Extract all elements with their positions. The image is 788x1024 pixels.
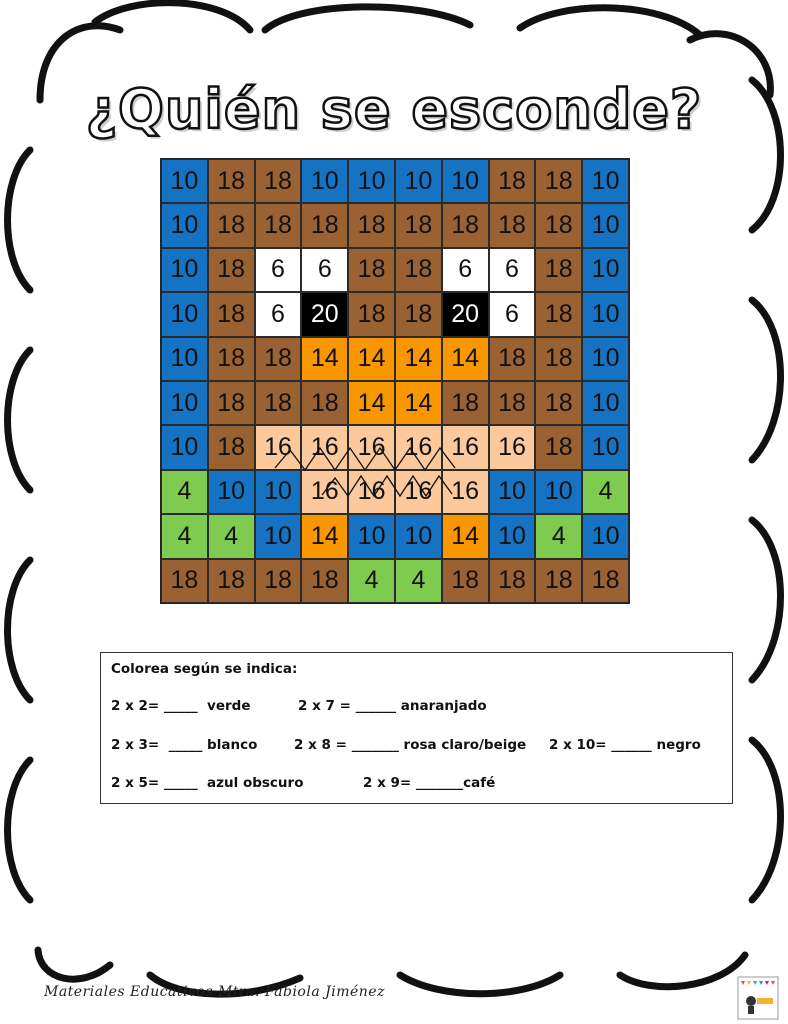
grid-cell: 10 — [489, 470, 536, 514]
grid-cell: 18 — [489, 203, 536, 247]
grid-cell: 14 — [301, 337, 348, 381]
grid-cell: 18 — [535, 248, 582, 292]
grid-cell: 18 — [348, 203, 395, 247]
grid-cell: 4 — [535, 514, 582, 558]
grid-cell: 10 — [582, 381, 629, 425]
grid-cell: 20 — [301, 292, 348, 336]
grid-cell: 4 — [161, 514, 208, 558]
grid-cell: 18 — [535, 292, 582, 336]
grid-cell: 18 — [442, 559, 489, 603]
legend-item-2x9: 2 x 9= _______café — [363, 775, 496, 791]
grid-cell: 18 — [489, 559, 536, 603]
grid-cell: 10 — [582, 292, 629, 336]
grid-cell: 10 — [161, 248, 208, 292]
grid-cell: 18 — [208, 203, 255, 247]
grid-cell: 18 — [208, 337, 255, 381]
grid-cell: 14 — [442, 337, 489, 381]
grid-cell: 16 — [395, 425, 442, 469]
grid-cell: 10 — [489, 514, 536, 558]
grid-cell: 18 — [208, 159, 255, 203]
grid-cell: 4 — [161, 470, 208, 514]
grid-cell: 18 — [208, 248, 255, 292]
grid-cell: 18 — [535, 559, 582, 603]
legend-item-2x10: 2 x 10= ______ negro — [549, 737, 701, 753]
grid-cell: 18 — [208, 559, 255, 603]
legend-row-2 — [111, 737, 701, 753]
grid-cell: 18 — [208, 425, 255, 469]
legend-item-2x7: 2 x 7 = ______ anaranjado — [298, 698, 487, 714]
grid-cell: 10 — [161, 159, 208, 203]
grid-cell: 6 — [255, 248, 302, 292]
grid-cell: 16 — [301, 470, 348, 514]
grid-cell: 4 — [348, 559, 395, 603]
legend-row-3 — [111, 775, 496, 791]
grid-cell: 10 — [582, 159, 629, 203]
grid-cell: 10 — [582, 203, 629, 247]
legend-item-2x8: 2 x 8 = _______ rosa claro/beige — [294, 737, 527, 753]
legend-row-1 — [111, 698, 487, 714]
color-by-number-grid — [160, 158, 630, 604]
grid-cell: 18 — [535, 159, 582, 203]
grid-cell: 10 — [301, 159, 348, 203]
grid-cell: 16 — [395, 470, 442, 514]
grid-cell: 16 — [255, 425, 302, 469]
grid-cell: 18 — [442, 381, 489, 425]
grid-cell: 6 — [489, 292, 536, 336]
grid-cell: 14 — [348, 337, 395, 381]
grid-cell: 4 — [582, 470, 629, 514]
grid-cell: 10 — [348, 514, 395, 558]
grid-cell: 10 — [582, 248, 629, 292]
grid-cell: 18 — [301, 559, 348, 603]
grid-cell: 10 — [255, 470, 302, 514]
grid-cell: 18 — [535, 203, 582, 247]
grid-cell: 6 — [301, 248, 348, 292]
grid-cell: 6 — [489, 248, 536, 292]
grid-cell: 14 — [348, 381, 395, 425]
grid-cell: 10 — [582, 514, 629, 558]
grid-cell: 18 — [208, 292, 255, 336]
grid-cell: 14 — [395, 337, 442, 381]
grid-cell: 10 — [442, 159, 489, 203]
grid-cell: 20 — [442, 292, 489, 336]
grid-cell: 16 — [348, 425, 395, 469]
grid-cell: 18 — [255, 381, 302, 425]
grid-cell: 16 — [489, 425, 536, 469]
grid-cell: 10 — [161, 203, 208, 247]
legend-heading: Colorea según se indica: — [111, 661, 298, 677]
grid-cell: 4 — [395, 559, 442, 603]
grid-cell: 10 — [208, 470, 255, 514]
grid-cell: 16 — [442, 470, 489, 514]
grid-cell: 10 — [161, 337, 208, 381]
grid-cell: 18 — [582, 559, 629, 603]
grid-cell: 10 — [395, 514, 442, 558]
grid-cell: 16 — [301, 425, 348, 469]
grid-cell: 18 — [348, 292, 395, 336]
grid-cell: 18 — [208, 381, 255, 425]
grid-cell: 18 — [442, 203, 489, 247]
grid-cell: 18 — [161, 559, 208, 603]
grid-cell: 14 — [395, 381, 442, 425]
grid-cell: 10 — [348, 159, 395, 203]
author-logo-icon — [737, 976, 779, 1020]
legend-item-2x5: 2 x 5= _____ azul obscuro — [111, 775, 304, 791]
color-legend-box — [100, 652, 733, 804]
legend-item-2x3: 2 x 3= _____ blanco — [111, 737, 258, 753]
grid-cell: 18 — [395, 248, 442, 292]
legend-item-2x2: 2 x 2= _____ verde — [111, 698, 251, 714]
footer-credit: Materiales Educativos Mtra. Fabiola Jiménez — [44, 984, 385, 1000]
grid-cell: 18 — [535, 381, 582, 425]
grid-cell: 10 — [395, 159, 442, 203]
grid-cell: 10 — [535, 470, 582, 514]
grid-cell: 18 — [395, 203, 442, 247]
grid-cell: 14 — [301, 514, 348, 558]
grid-cell: 18 — [255, 159, 302, 203]
grid-cell: 18 — [489, 337, 536, 381]
grid-cell: 18 — [535, 337, 582, 381]
grid-cell: 10 — [582, 425, 629, 469]
grid-cell: 10 — [255, 514, 302, 558]
grid-cell: 18 — [348, 248, 395, 292]
grid-cell: 18 — [301, 381, 348, 425]
grid-cell: 10 — [161, 292, 208, 336]
grid-cell: 18 — [489, 381, 536, 425]
page-title: ¿Quién se esconde? — [85, 78, 703, 141]
grid-cell: 6 — [442, 248, 489, 292]
grid-cell: 18 — [255, 203, 302, 247]
grid-cell: 18 — [255, 337, 302, 381]
grid-cell: 18 — [301, 203, 348, 247]
grid-cell: 14 — [442, 514, 489, 558]
grid-cell: 16 — [442, 425, 489, 469]
grid-cell: 10 — [161, 381, 208, 425]
grid-cell: 6 — [255, 292, 302, 336]
grid-cell: 18 — [489, 159, 536, 203]
grid-cell: 4 — [208, 514, 255, 558]
grid-cell: 10 — [582, 337, 629, 381]
grid-cell: 10 — [161, 425, 208, 469]
grid-cell: 18 — [395, 292, 442, 336]
grid-cell: 16 — [348, 470, 395, 514]
grid-cell: 18 — [255, 559, 302, 603]
grid-cell: 18 — [535, 425, 582, 469]
